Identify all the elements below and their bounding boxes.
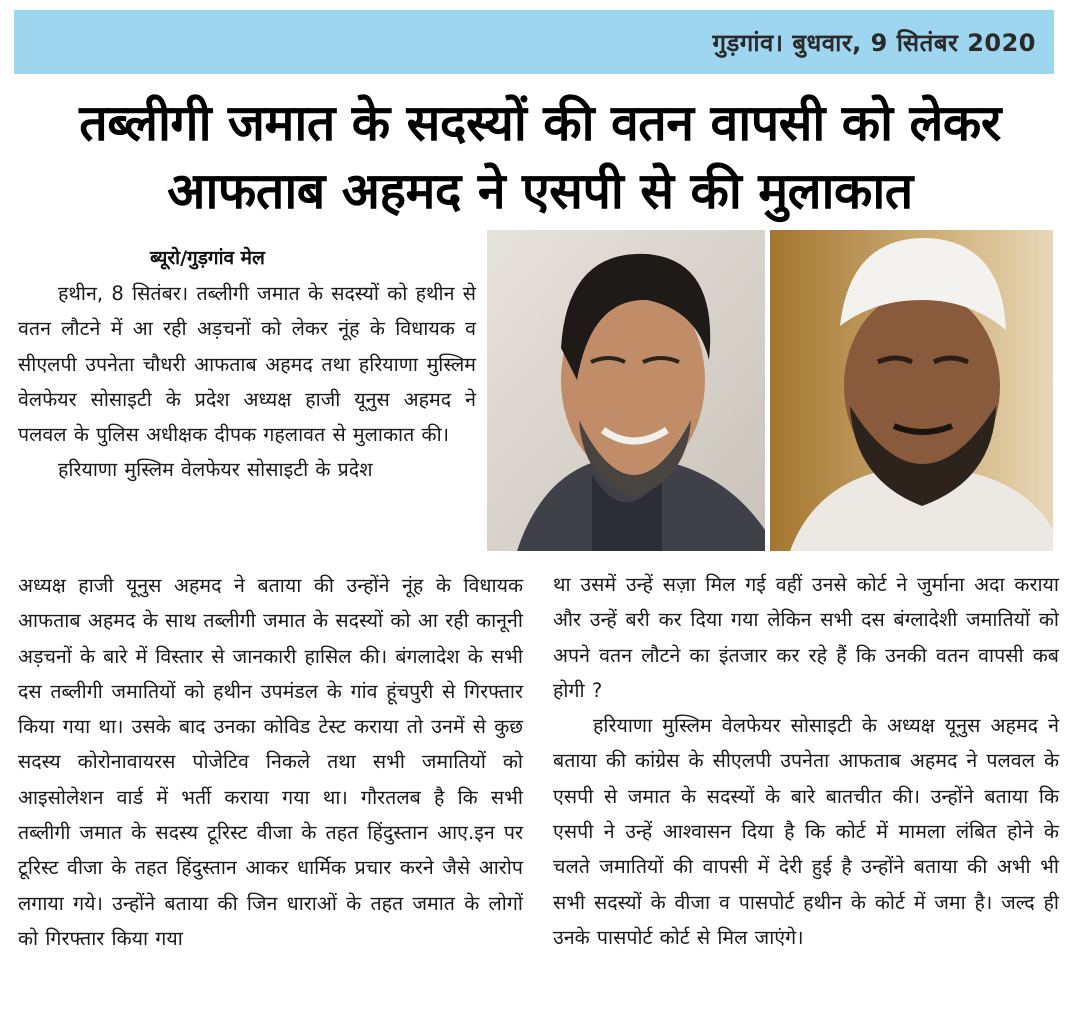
article-column-left-top [18,276,476,488]
headline-line-1: तब्लीगी जमात के सदस्यों की वतन वापसी को लेकर [79,94,1001,152]
photo-aftab-ahmed [487,230,765,551]
byline: ब्यूरो/गुड़गांव मेल [150,247,265,269]
article-paragraph-2-end: था उसमें उन्हें सज़ा मिल गई वहीं उनसे कोर्ट ने जुर्माना अदा कराया और उन्हें बरी कर दिया गया लेकिन सभी दस बंग्लादेशी जमातियों को अपने वतन लौटने का इंतजार कर रहे हैं कि उनकी वतन वापसी कब होगी ? [553,573,1059,702]
article-paragraph-3: हरियाणा मुस्लिम वेलफेयर सोसाइटी के अध्यक्ष यूनुस अहमद ने बताया की कांग्रेस के सीएलपी उपनेता आफताब अहमद ने पलवल के एसपी से जमात के सदस्यों के बारे बातचीत की। उन्होंने बताया कि एसपी ने उन्हें आश्वासन दिया है कि कोर्ट में मामला लंबित होने के चलते जमातियों की वापसी में देरी हुई है उन्होंने बताया की अभी भी सभी सदस्यों के वीजा व पासपोर्ट हथीन के कोर्ट में जमा है। जल्द ही उनके पासपोर्ट कोर्ट से मिल जाएंगे। [553,714,1059,949]
article-column-left-bottom [18,568,523,956]
article-paragraph-2-continued: अध्यक्ष हाजी यूनुस अहमद ने बताया की उन्होंने नूंह के विधायक आफताब अहमद के साथ तब्लीगी जमात के सदस्यों को आ रही कानूनी अड़चनों के बारे में विस्तार से जानकारी हासिल की। बंगलादेश के सभी दस तब्लीगी जमातियों को हथीन उपमंडल के गांव हूंचपुरी से गिरफ्तार किया गया था। उसके बाद उनका कोविड टेस्ट कराया तो उनमें से कुछ सदस्य कोरोनावायरस पोजेटिव निकले तथा सभी जमातियों को आइसोलेशन वार्ड में भर्ती कराया गया था। गौरतलब है कि सभी तब्लीगी जमात के सदस्य टूरिस्ट वीजा के तहत हिंदुस्तान आए.इन पर टूरिस्ट वीजा के तहत हिंदुस्तान आकर धार्मिक प्रचार करने जैसे आरोप लगाया गये। उन्होंने बताया की जिन धाराओं के तहत जमात के लोगों को गिरफ्तार किया गया [18,574,523,950]
photo-yunus-ahmed [770,230,1053,551]
headline-line-2: आफताब अहमद ने एसपी से की मुलाकात [167,162,913,220]
article-paragraph-2-start: हरियाणा मुस्लिम वेलफेयर सोसाइटी के प्रदेश [58,458,373,482]
article-paragraph-1: हथीन, 8 सितंबर। तब्लीगी जमात के सदस्यों को हथीन से वतन लौटने में आ रही अड़चनों को लेकर नूंह के विधायक व सीएलपी उपनेता चौधरी आफताब अहमद तथा हरियाणा मुस्लिम वेलफेयर सोसाइटी के प्रदेश अध्यक्ष हाजी यूनुस अहमद ने पलवल के पुलिस अधीक्षक दीपक गहलावत से मुलाकात की। [18,282,476,447]
dateline: गुड़गांव। बुधवार, 9 सितंबर 2020 [712,29,1036,57]
article-column-right [553,567,1059,955]
photo-strip [487,230,1053,551]
